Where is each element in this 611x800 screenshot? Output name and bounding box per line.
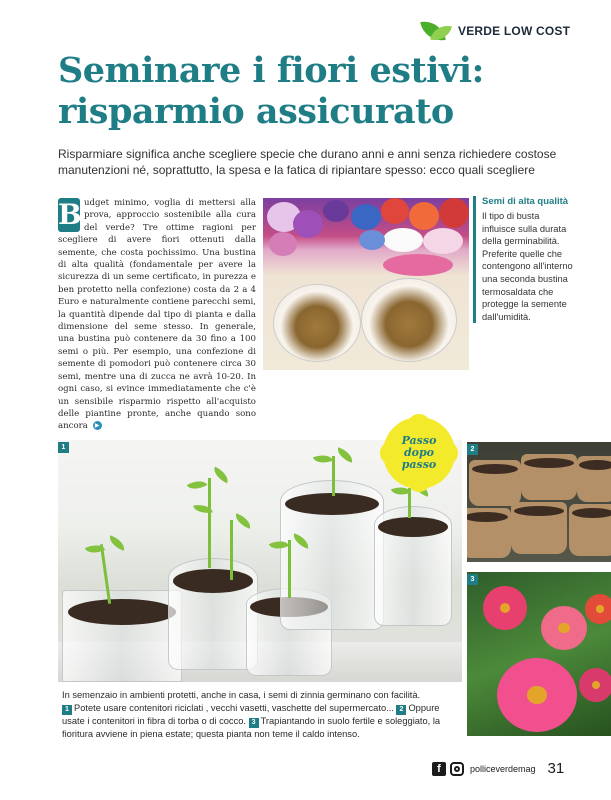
body-paragraph: udget minimo, voglia di mettersi alla prova, approccio sostenibile alla cura del verde? Tre ottime ragioni per scegliere di avere fiori ottenuti dalla semente, che costa pochissimo. Una bustina di alta qualità (fondamentale per avere la sicurezza di un seme certificato, in purezza e ben protetto nella confezione) costa da 2 a 4 Euro e naturalmente contiene parecchi semi, la quantità dipende dal tipo di pianta e dalla dimensione del seme stesso. In generale, una bustina può contenere da 30 fino a 100 semi o più. Per esempio, una confezione di semente di pomodori può contenere circa 30 semi, mentre una di zucca ne avrà 10-20. In ogni caso, si evince immediatamente che c'è un sensibile risparmio rispetto all'acquisto delle piantine pronte, anche quando sono ancora [58, 198, 256, 432]
caption-step-1: Potete usare contenitori riciclati , vecchi vasetti, vaschette del supermercato... [74, 702, 394, 713]
section-badge [420, 20, 570, 42]
caption-intro: In semenzaio in ambienti protetti, anche in casa, i semi di zinnia germinano con facilità. [62, 690, 421, 700]
pot-2 [168, 558, 258, 670]
seeds-photo [263, 198, 469, 370]
seed-cup-right [361, 278, 457, 362]
pot-5 [374, 506, 452, 626]
badge-line-3: passo [401, 458, 437, 471]
caption-step-number-2: 2 [396, 705, 406, 715]
leaf-icon [420, 20, 452, 42]
fibre-pots-photo [467, 442, 611, 562]
page-number: 31 [547, 760, 565, 777]
social-handle[interactable]: polliceverdemag [470, 763, 536, 774]
title-line-2: risparmio assicurato [58, 91, 454, 132]
page-footer [432, 760, 564, 777]
caption-step-number-1: 1 [62, 705, 72, 715]
article-lead: Risparmiare significa anche scegliere specie che durano anni e anni senza richiedere costose manutenzioni né, soprattutto, la spesa e la fatica di ripiantare spesso: ecco quali scegliere [58, 147, 557, 177]
badge-line-2: dopo [403, 446, 435, 459]
pot-1 [62, 590, 182, 682]
step-by-step-badge [386, 420, 452, 486]
zinnia-photo [467, 572, 611, 736]
drop-cap: B [58, 198, 82, 231]
badge-line-1: Passo [401, 434, 437, 447]
caption-step-2: Oppure usate i contenitori in fibra di torba o di cocco. [62, 702, 440, 726]
article-title [58, 50, 578, 132]
instagram-icon[interactable] [450, 762, 464, 776]
pot-4 [280, 480, 384, 630]
caption-step-3: Trapiantando in suolo fertile e soleggiato, la fioritura avviene in piena estate; questa pianta non teme il caldo intenso. [62, 715, 441, 739]
section-label: VERDE LOW COST [458, 24, 571, 38]
seed-cup-left [273, 284, 361, 362]
sidebar-title: Semi di alta qualità [482, 196, 569, 207]
caption-step-number-3: 3 [249, 718, 259, 728]
title-line-1: Seminare i fiori estivi: [58, 50, 484, 91]
photo-caption [62, 689, 457, 740]
article-body [58, 197, 256, 433]
step-by-step-text [402, 435, 437, 471]
sidebar-text: Il tipo di busta influisce sulla durata della germinabilità. Preferite quelle che contengono all'interno una seconda bustina termosaldata che protegge la semente dall'umidità. [482, 211, 573, 322]
continue-arrow-icon: ▶ [93, 421, 102, 430]
photo-number-2: 2 [467, 444, 478, 455]
photo-number-3: 3 [467, 574, 478, 585]
facebook-icon[interactable]: f [432, 762, 446, 776]
sidebar-box [473, 196, 573, 323]
photo-number-1: 1 [58, 442, 69, 453]
